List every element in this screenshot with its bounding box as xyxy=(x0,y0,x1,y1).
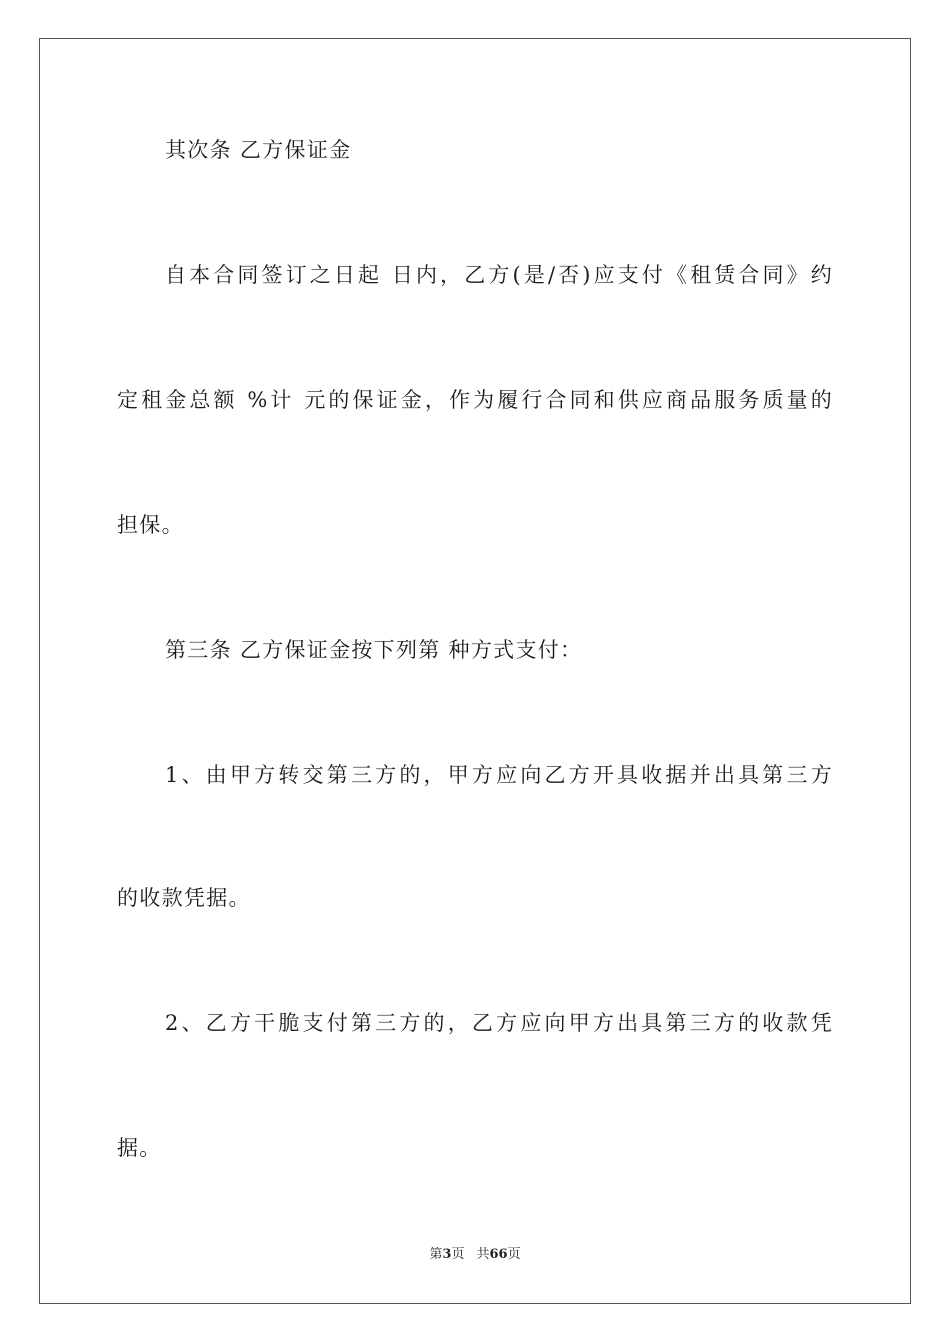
paragraph-line: 担保。 xyxy=(117,513,184,537)
page-suffix: 页 xyxy=(451,1247,465,1262)
list-item-1-line: 1、由甲方转交第三方的，甲方应向乙方开具收据并出具第三方 xyxy=(165,763,833,787)
list-item-1-line: 的收款凭据。 xyxy=(117,886,251,910)
total-suffix: 页 xyxy=(507,1247,521,1262)
page-number: 3 xyxy=(442,1247,452,1262)
article-3-heading: 第三条 乙方保证金按下列第 种方式支付： xyxy=(165,638,583,662)
page-prefix: 第 xyxy=(429,1247,443,1262)
list-item-2-line: 2、乙方干脆支付第三方的，乙方应向甲方出具第三方的收款凭 xyxy=(165,1011,833,1035)
paragraph-line: 自本合同签订之日起 日内，乙方(是/否)应支付《租赁合同》约 xyxy=(165,263,833,287)
total-pages: 66 xyxy=(489,1247,508,1262)
page-footer xyxy=(0,1246,950,1264)
article-2-heading: 其次条 乙方保证金 xyxy=(165,138,352,162)
paragraph-line: 定租金总额 %计 元的保证金，作为履行合同和供应商品服务质量的 xyxy=(117,388,833,412)
total-prefix: 共 xyxy=(476,1247,490,1262)
list-item-2-line: 据。 xyxy=(117,1136,162,1160)
page-border xyxy=(39,38,911,1304)
